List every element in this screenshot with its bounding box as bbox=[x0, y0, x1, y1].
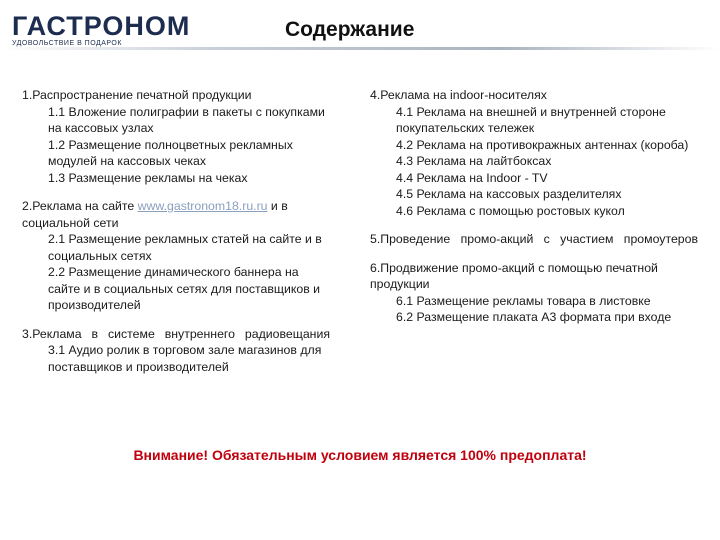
section-heading: 5.Проведение промо-акций с участием промоутеров bbox=[370, 232, 698, 246]
list-item: 1.2 Размещение полноцветных рекламных модулей на кассовых чеках bbox=[48, 137, 293, 168]
list-item: 4.6 Реклама с помощью ростовых кукол bbox=[396, 203, 625, 218]
section-heading bbox=[22, 198, 330, 231]
heading-text: 2.Реклама на сайте bbox=[22, 199, 138, 213]
section-2 bbox=[22, 198, 330, 314]
list-item: 4.5 Реклама на кассовых разделителях bbox=[396, 187, 622, 201]
list-item: 1.3 Размещение рекламы на чеках bbox=[48, 170, 248, 185]
list-item: 4.4 Реклама на Indoor - TV bbox=[396, 170, 548, 185]
section-5 bbox=[370, 231, 698, 248]
section-6 bbox=[370, 260, 698, 326]
page-title: Содержание bbox=[285, 18, 415, 41]
section-heading: 4.Реклама на indoor-носителях bbox=[370, 88, 547, 102]
site-link[interactable]: www.gastronom18.ru.ru bbox=[137, 199, 268, 213]
list-item: 2.2 Размещение динамического баннера на сайте и в социальных сетях для поставщиков и производителей bbox=[48, 265, 321, 312]
logo-tagline: УДОВОЛЬСТВИЕ В ПОДАРОК bbox=[12, 40, 122, 47]
list-item: 4.1 Реклама на внешней и внутренней стороне покупательских тележек bbox=[396, 104, 666, 135]
section-4 bbox=[370, 87, 698, 219]
list-item: 2.1 Размещение рекламных статей на сайте и в социальных сетях bbox=[48, 232, 322, 263]
heading-text: и в социальной сети bbox=[22, 199, 288, 230]
list-item: 1.1 Вложение полиграфии в пакеты с покупками на кассовых узлах bbox=[48, 104, 325, 135]
list-item: 4.3 Реклама на лайтбоксах bbox=[396, 154, 552, 168]
logo bbox=[12, 12, 212, 52]
list-item: 6.1 Размещение рекламы товара в листовке bbox=[396, 293, 651, 308]
prepayment-notice: Внимание! Обязательным условием является 100% предоплата! bbox=[133, 447, 587, 463]
contents-left-column bbox=[22, 87, 330, 387]
section-heading: 1.Распространение печатной продукции bbox=[22, 88, 252, 102]
section-3 bbox=[22, 326, 330, 376]
list-item: 4.2 Реклама на противокражных антеннах (короба) bbox=[396, 137, 689, 152]
section-heading: 6.Продвижение промо-акций с помощью печатной продукции bbox=[370, 260, 658, 291]
section-heading: 3.Реклама в системе внутреннего радиовещания bbox=[22, 326, 330, 341]
list-item: 6.2 Размещение плаката А3 формата при входе bbox=[396, 310, 672, 324]
header-divider bbox=[0, 47, 720, 50]
list-item: 3.1 Аудио ролик в торговом зале магазинов для поставщиков и производителей bbox=[48, 343, 322, 374]
contents-right-column bbox=[370, 87, 698, 338]
section-1 bbox=[22, 87, 330, 186]
logo-brand: ГАСТРОНОМ bbox=[12, 11, 191, 41]
